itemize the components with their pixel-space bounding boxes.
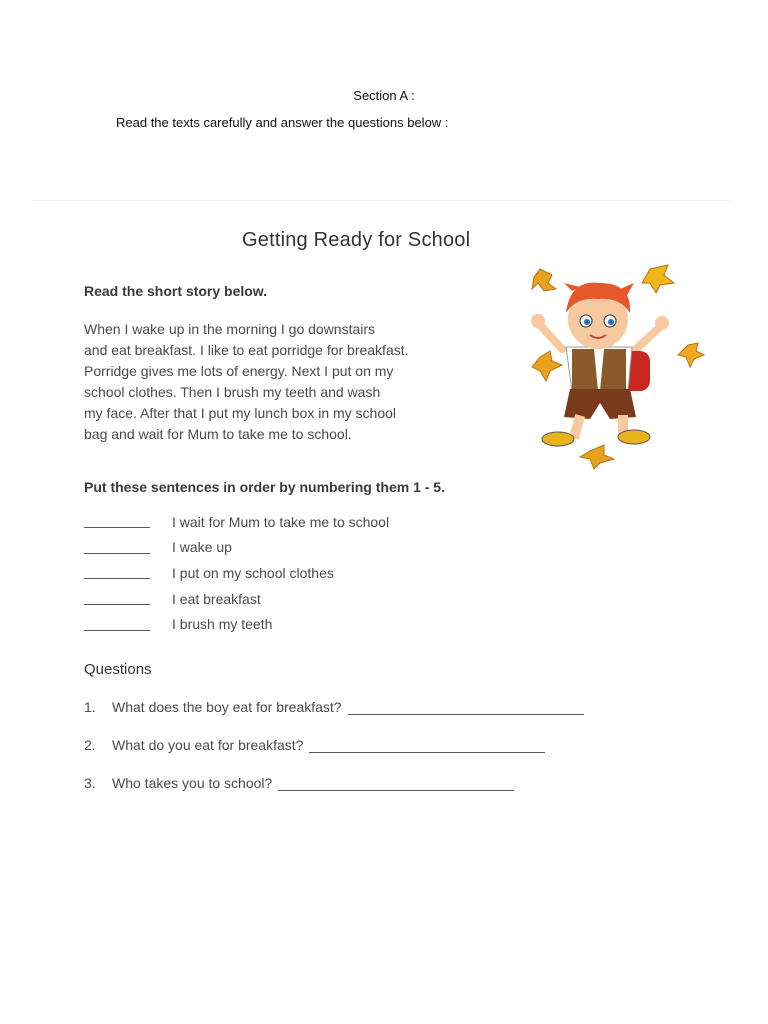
question-item <box>84 775 514 791</box>
question-item <box>84 699 584 715</box>
story-line: When I wake up in the morning I go downstairs <box>84 321 376 337</box>
question-item <box>84 737 545 753</box>
order-item-text: I put on my school clothes <box>172 564 334 581</box>
order-item <box>84 611 504 637</box>
order-heading: Put these sentences in order by numbering them 1 - 5. <box>84 479 445 495</box>
answer-line[interactable] <box>278 778 514 791</box>
story-line: school clothes. Then I brush my teeth and wash <box>84 384 381 400</box>
question-text: What do you eat for breakfast? <box>112 737 304 753</box>
answer-blank[interactable] <box>84 618 150 631</box>
question-number: 3. <box>84 775 96 791</box>
worksheet-title: Getting Ready for School <box>242 229 471 251</box>
order-item-text: I eat breakfast <box>172 590 261 607</box>
order-item <box>84 535 504 561</box>
order-item <box>84 509 504 535</box>
autumn-leaf-icon <box>532 269 556 291</box>
autumn-leaf-icon <box>580 445 614 469</box>
answer-line[interactable] <box>309 740 545 753</box>
section-label: Section A : <box>353 88 415 103</box>
autumn-leaf-icon <box>642 265 674 293</box>
story-line: my face. After that I put my lunch box in my school <box>84 405 397 421</box>
autumn-leaf-icon <box>678 343 704 367</box>
answer-blank[interactable] <box>84 592 150 605</box>
story-line: bag and wait for Mum to take me to school. <box>84 426 352 442</box>
order-item-text: I wait for Mum to take me to school <box>172 513 390 530</box>
autumn-leaf-icon <box>532 351 562 381</box>
story-heading: Read the short story below. <box>84 283 268 299</box>
order-item-text: I brush my teeth <box>172 616 273 633</box>
order-item <box>84 560 504 586</box>
worksheet <box>32 200 730 811</box>
answer-blank[interactable] <box>84 566 150 579</box>
question-number: 1. <box>84 699 96 715</box>
question-number: 2. <box>84 737 96 753</box>
story-text <box>84 319 504 445</box>
order-item-text: I wake up <box>172 539 232 556</box>
boy-illustration <box>500 261 720 471</box>
answer-blank[interactable] <box>84 515 150 528</box>
answer-blank[interactable] <box>84 541 150 554</box>
order-list <box>84 509 504 637</box>
story-line: Porridge gives me lots of energy. Next I put on my <box>84 363 394 379</box>
question-text: Who takes you to school? <box>112 775 273 791</box>
question-text: What does the boy eat for breakfast? <box>112 699 342 715</box>
answer-line[interactable] <box>348 702 584 715</box>
story-line: and eat breakfast. I like to eat porridge for breakfast. <box>84 342 409 358</box>
instruction-text: Read the texts carefully and answer the questions below : <box>116 115 449 130</box>
order-item <box>84 586 504 612</box>
questions-heading: Questions <box>84 661 152 678</box>
